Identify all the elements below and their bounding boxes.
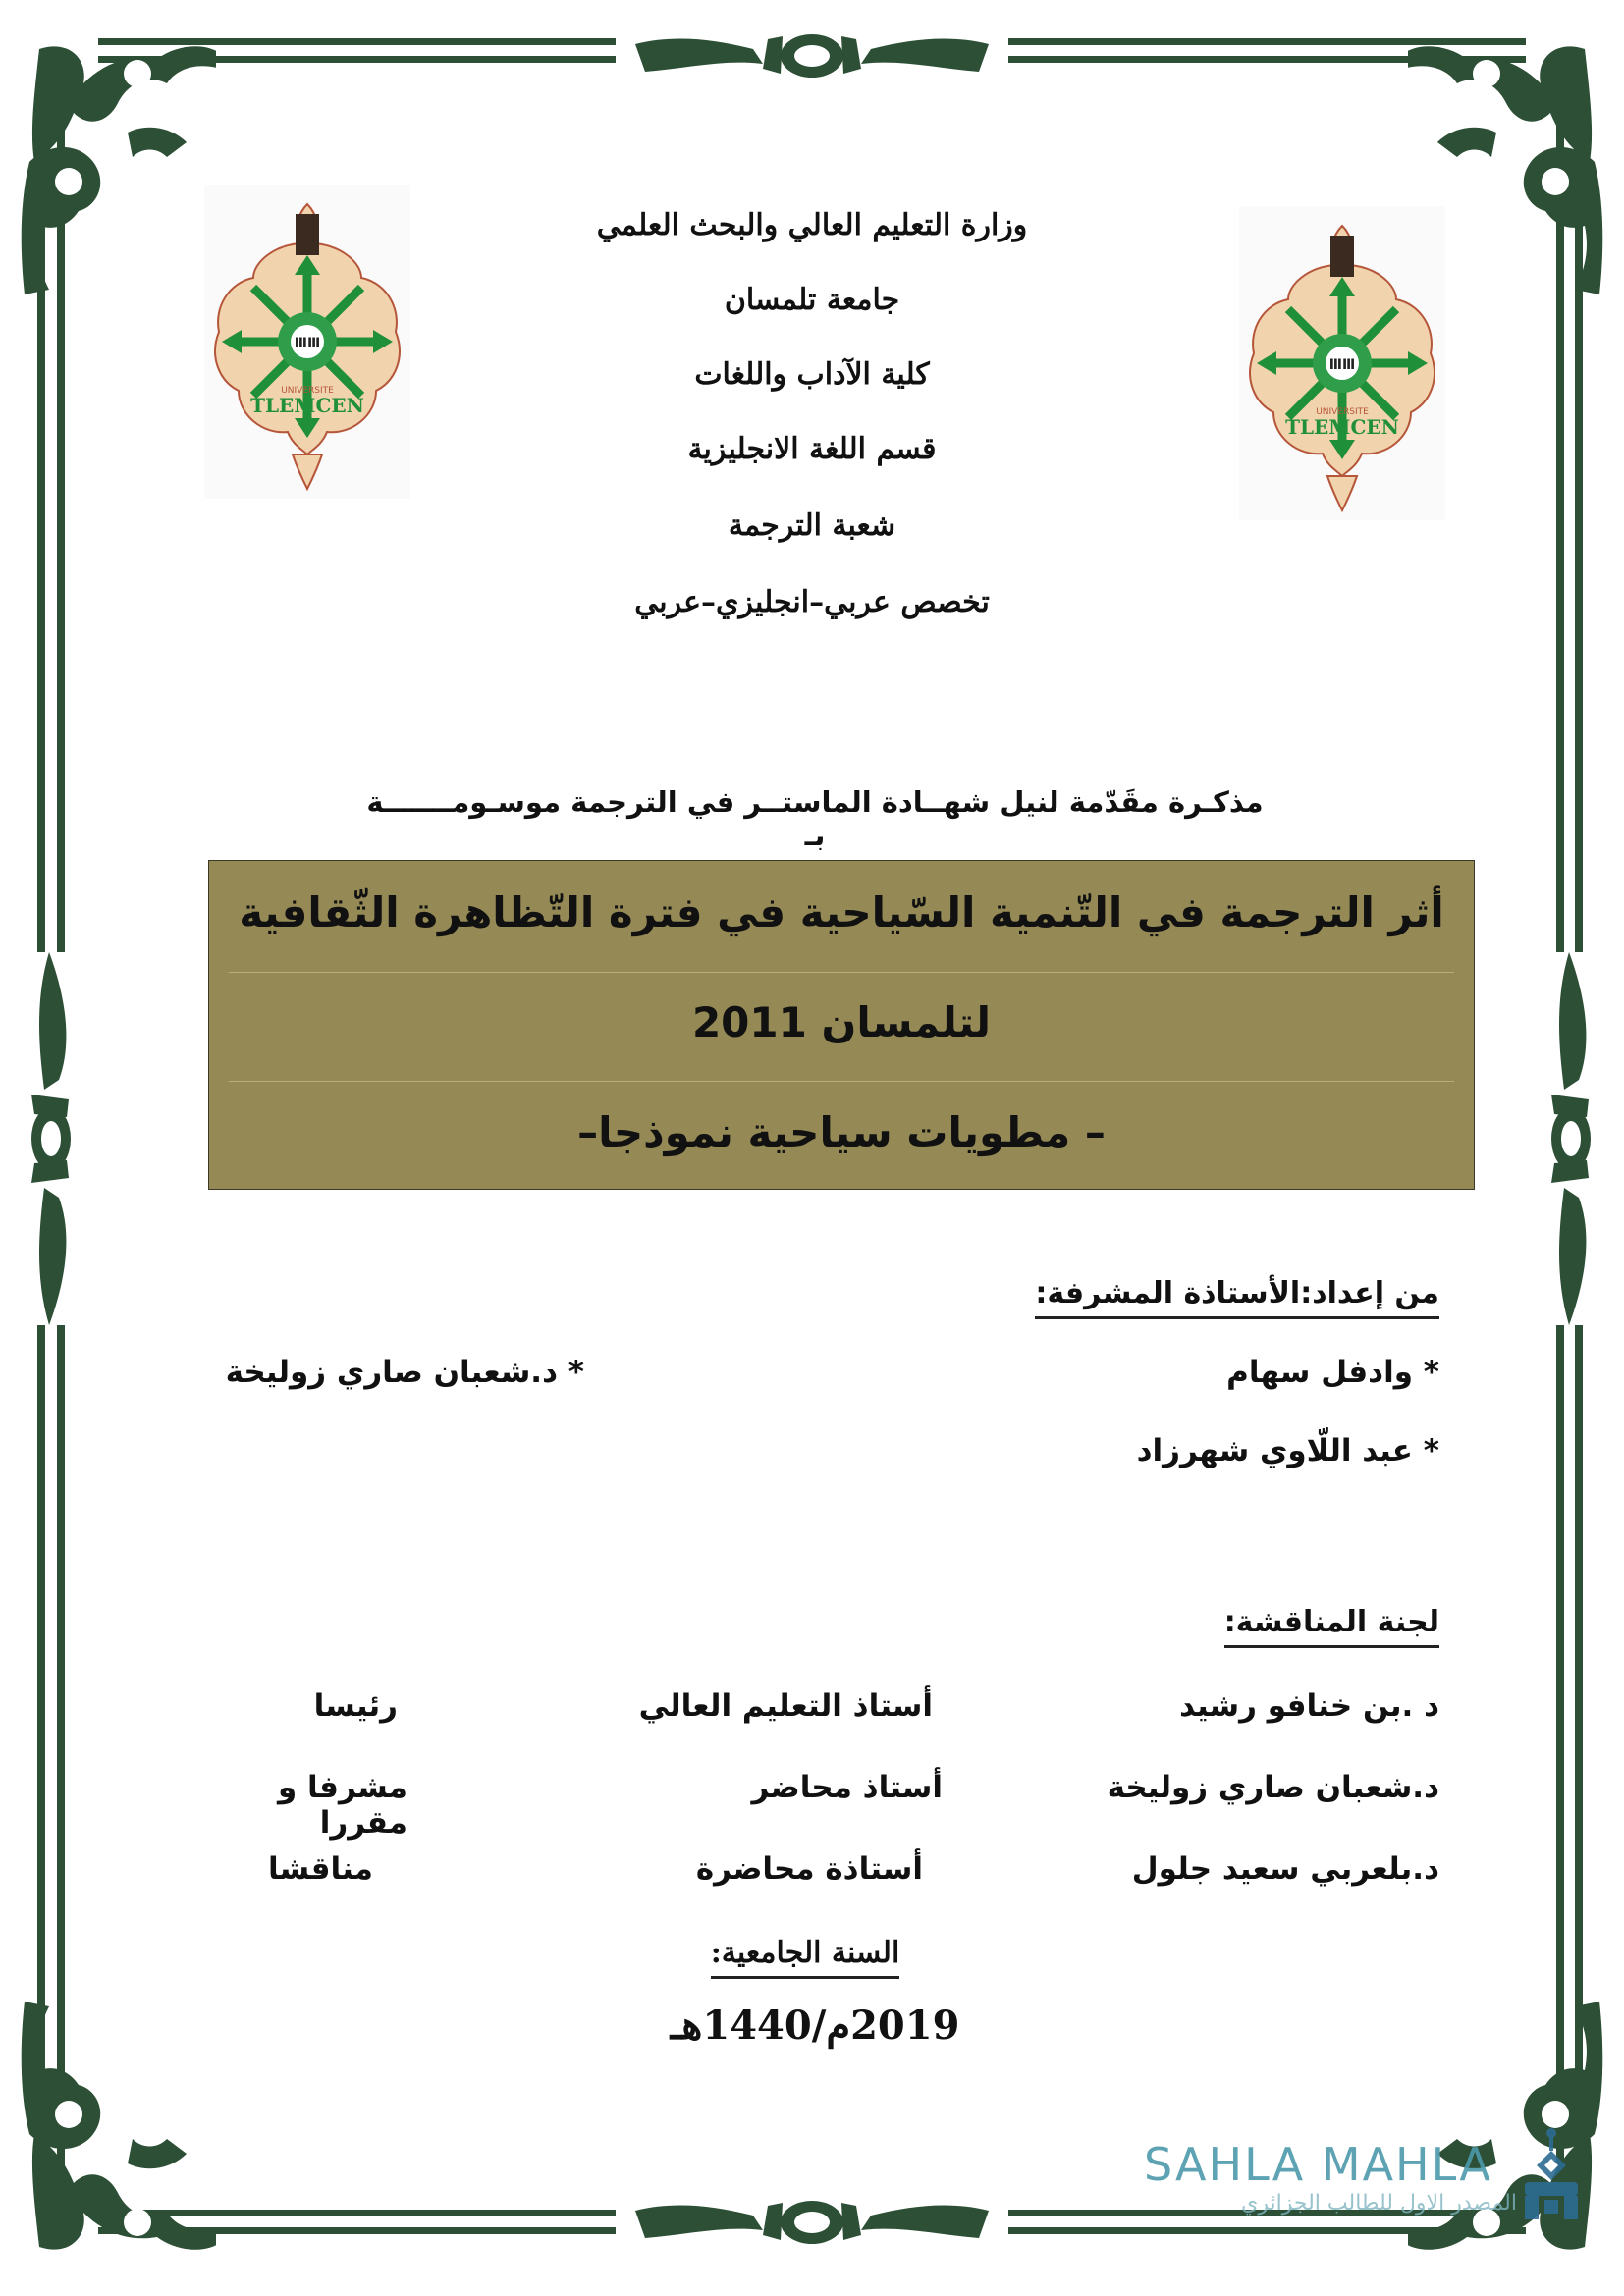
member-role: مناقشا xyxy=(268,1851,373,1887)
faculty-line: كلية الآداب واللغات xyxy=(694,357,930,392)
bottom-center-ornament-icon xyxy=(616,2191,1008,2250)
department-line: قسم اللغة الانجليزية xyxy=(687,432,937,466)
svg-text:UNIVERSITE: UNIVERSITE xyxy=(1316,407,1369,417)
watermark-tagline: المصدر الاول للطالب الجزائري xyxy=(1241,2191,1517,2216)
title-separator xyxy=(229,972,1454,973)
member-name: د.شعبان صاري زوليخة xyxy=(1107,1770,1439,1805)
thesis-title-box xyxy=(208,860,1475,1190)
academic-year-label: السنة الجامعية: xyxy=(711,1936,900,1979)
university-line: جامعة تلمسان xyxy=(724,283,900,317)
authors-heading: من إعداد:الأستاذة المشرفة: xyxy=(1035,1276,1439,1319)
thesis-title-line-2: لتلمسان 2011 xyxy=(691,998,992,1046)
member-name: د.بلعربي سعيد جلول xyxy=(1131,1851,1439,1887)
thesis-intro: مذكـرة مقَدّمة لنيل شهــادة الماستــر في الترجمة موسـومـــــــة بـ xyxy=(366,785,1264,852)
title-separator xyxy=(229,1081,1454,1082)
top-center-ornament-icon xyxy=(616,25,1008,83)
left-center-ornament-icon xyxy=(20,952,83,1325)
sahla-mahla-logo-icon xyxy=(1517,2125,1586,2223)
watermark-brand: SAHLA MAHLA xyxy=(1144,2138,1492,2191)
committee-heading: لجنة المناقشة: xyxy=(1224,1605,1439,1648)
svg-text:TLEMCEN: TLEMCEN xyxy=(1285,415,1399,439)
academic-year-value: 2019م/1440هـ xyxy=(670,2002,960,2049)
corner-ornament-top-left-icon xyxy=(10,15,216,299)
specialization-line: تخصص عربي–انجليزي–عربي xyxy=(634,585,990,619)
member-role: مشرفا و مقررا xyxy=(277,1770,407,1841)
corner-ornament-bottom-left-icon xyxy=(10,1997,216,2281)
thesis-subtitle: – مطويات سياحية نموذجا– xyxy=(577,1108,1106,1156)
member-name: د .بن خنافو رشيد xyxy=(1179,1688,1439,1724)
student-name-1: * وادفل سهام xyxy=(1226,1355,1439,1390)
member-rank: أستاذة محاضرة xyxy=(695,1851,923,1887)
svg-text:ⅢⅢ: ⅢⅢ xyxy=(1328,357,1356,373)
supervisor-name: * د.شعبان صاري زوليخة xyxy=(225,1355,584,1390)
branch-line: شعبة الترجمة xyxy=(728,508,896,543)
ministry-line: وزارة التعليم العالي والبحث العلمي xyxy=(596,208,1028,242)
svg-text:ⅢⅢ: ⅢⅢ xyxy=(294,336,321,351)
thesis-title-line-1: أثر الترجمة في التّنمية السّياحية في فترة التّظاهرة الثّقافية xyxy=(239,888,1444,936)
member-rank: أستاذ محاضر xyxy=(751,1770,943,1805)
svg-text:UNIVERSITE: UNIVERSITE xyxy=(281,386,334,396)
right-center-ornament-icon xyxy=(1540,952,1603,1325)
member-role: رئيسا xyxy=(313,1688,398,1724)
student-name-2: * عبد اللّاوي شهرزاد xyxy=(1136,1433,1439,1468)
svg-text:TLEMCEN: TLEMCEN xyxy=(250,394,364,417)
member-rank: أستاذ التعليم العالي xyxy=(638,1688,933,1724)
